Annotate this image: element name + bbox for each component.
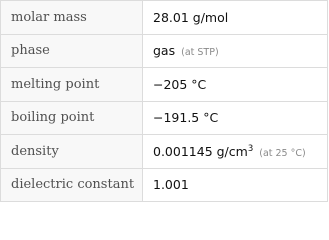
property-label: phase xyxy=(1,34,143,68)
condition-note: (at 25 °C) xyxy=(259,147,306,159)
property-label: melting point xyxy=(1,68,143,102)
table-row xyxy=(1,101,328,135)
unit-exponent: 3 xyxy=(247,143,254,154)
table-row xyxy=(1,34,328,68)
property-value xyxy=(143,168,328,202)
property-value xyxy=(143,135,328,169)
value-text: −191.5 °C xyxy=(153,110,219,126)
value-text: 1.001 xyxy=(153,177,189,193)
property-value xyxy=(143,34,328,68)
value-text: −205 °C xyxy=(153,76,207,92)
property-value xyxy=(143,1,328,35)
condition-note: (at STP) xyxy=(181,47,219,59)
property-label: molar mass xyxy=(1,1,143,35)
table-row xyxy=(1,68,328,102)
table-row xyxy=(1,135,328,169)
table-row xyxy=(1,1,328,35)
table-row xyxy=(1,168,328,202)
property-label: dielectric constant xyxy=(1,168,143,202)
value-text: gas xyxy=(153,43,176,59)
property-label: boiling point xyxy=(1,101,143,135)
value-text: 0.001145 g/cm xyxy=(153,143,248,159)
property-label: density xyxy=(1,135,143,169)
property-value xyxy=(143,101,328,135)
property-value xyxy=(143,68,328,102)
value-text: 28.01 g/mol xyxy=(153,9,229,25)
